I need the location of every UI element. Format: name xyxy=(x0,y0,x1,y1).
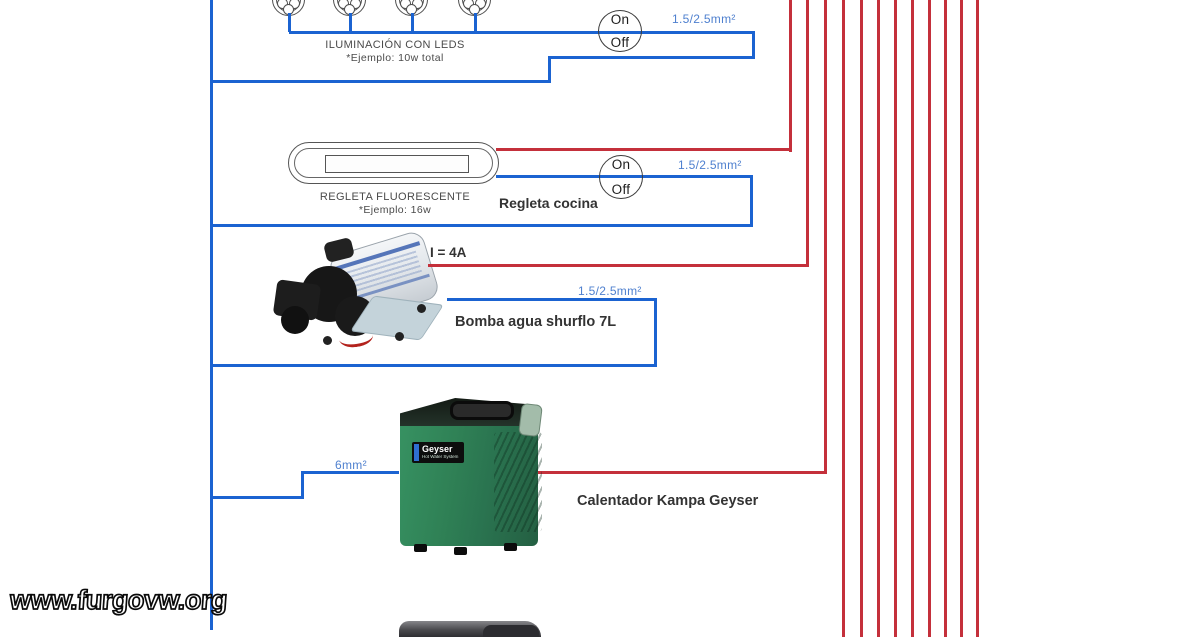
positive-feed-wire xyxy=(877,0,880,637)
fluorescent-tube xyxy=(325,155,469,173)
heater-pipe xyxy=(518,403,543,437)
led-example: *Ejemplo: 10w total xyxy=(346,52,444,64)
heater-wire-gauge: 6mm² xyxy=(335,458,367,472)
led-return-wire xyxy=(548,56,551,83)
fluorescent-negative-wire xyxy=(210,224,753,227)
positive-feed-wire xyxy=(944,0,947,637)
heater-positive-wire xyxy=(533,471,827,474)
switch-on-label: On xyxy=(610,12,630,27)
pump-negative-wire xyxy=(210,364,657,367)
led-drop-wire xyxy=(411,13,414,32)
switch-on-label: On xyxy=(611,157,631,172)
heater-brand-label xyxy=(412,442,464,463)
onoff-switch-fluorescent xyxy=(599,155,643,199)
cropped-appliance-photo xyxy=(399,621,541,637)
fluorescent-negative-wire xyxy=(750,175,753,227)
switch-off-label: Off xyxy=(610,35,630,50)
positive-feed-wire xyxy=(928,0,931,637)
positive-feed-wire xyxy=(806,0,809,267)
pump-wire-gauge: 1.5/2.5mm² xyxy=(578,284,642,298)
positive-feed-wire xyxy=(976,0,979,637)
led-bus-wire xyxy=(289,31,755,34)
positive-feed-wire xyxy=(842,0,845,637)
fluorescent-positive-wire xyxy=(496,148,792,151)
led-drop-wire xyxy=(349,13,352,32)
pump-current: I = 4A xyxy=(430,245,467,260)
pump-name: Bomba agua shurflo 7L xyxy=(455,314,617,330)
positive-feed-wire xyxy=(911,0,914,637)
positive-feed-wire xyxy=(960,0,963,637)
heater-brand-subtext: Hot Water System xyxy=(422,454,459,459)
positive-feed-wire xyxy=(789,0,792,152)
led-return-wire xyxy=(210,80,551,83)
pump-photo xyxy=(275,240,435,350)
heater-brand-text: Geyser xyxy=(422,444,453,454)
heater-photo xyxy=(392,398,546,558)
pump-positive-wire xyxy=(428,264,809,267)
positive-feed-wire xyxy=(860,0,863,637)
led-drop-wire xyxy=(474,13,477,32)
heater-name: Calentador Kampa Geyser xyxy=(577,493,759,509)
heater-handle xyxy=(450,401,514,420)
fluorescent-name: Regleta cocina xyxy=(499,195,598,211)
heater-negative-wire xyxy=(210,496,304,499)
positive-feed-wire xyxy=(824,0,827,474)
led-wire-gauge: 1.5/2.5mm² xyxy=(672,12,736,26)
led-return-wire xyxy=(548,56,755,59)
negative-bus-vertical xyxy=(210,0,213,630)
fluorescent-example: *Ejemplo: 16w xyxy=(358,204,432,216)
watermark-text: www.furgovw.org xyxy=(8,585,229,615)
led-return-wire xyxy=(752,31,755,59)
fluorescent-wire-gauge: 1.5/2.5mm² xyxy=(678,158,742,172)
pump-negative-wire xyxy=(654,298,657,367)
led-drop-wire xyxy=(288,13,291,32)
pump-negative-wire xyxy=(447,298,657,301)
led-title: ILUMINACIÓN CON LEDS xyxy=(325,39,465,51)
switch-off-label: Off xyxy=(611,182,631,197)
heater-negative-wire xyxy=(301,471,304,499)
positive-feed-wire xyxy=(894,0,897,637)
fluorescent-title: REGLETA FLUORESCENTE xyxy=(319,191,471,203)
onoff-switch-leds xyxy=(598,10,642,52)
